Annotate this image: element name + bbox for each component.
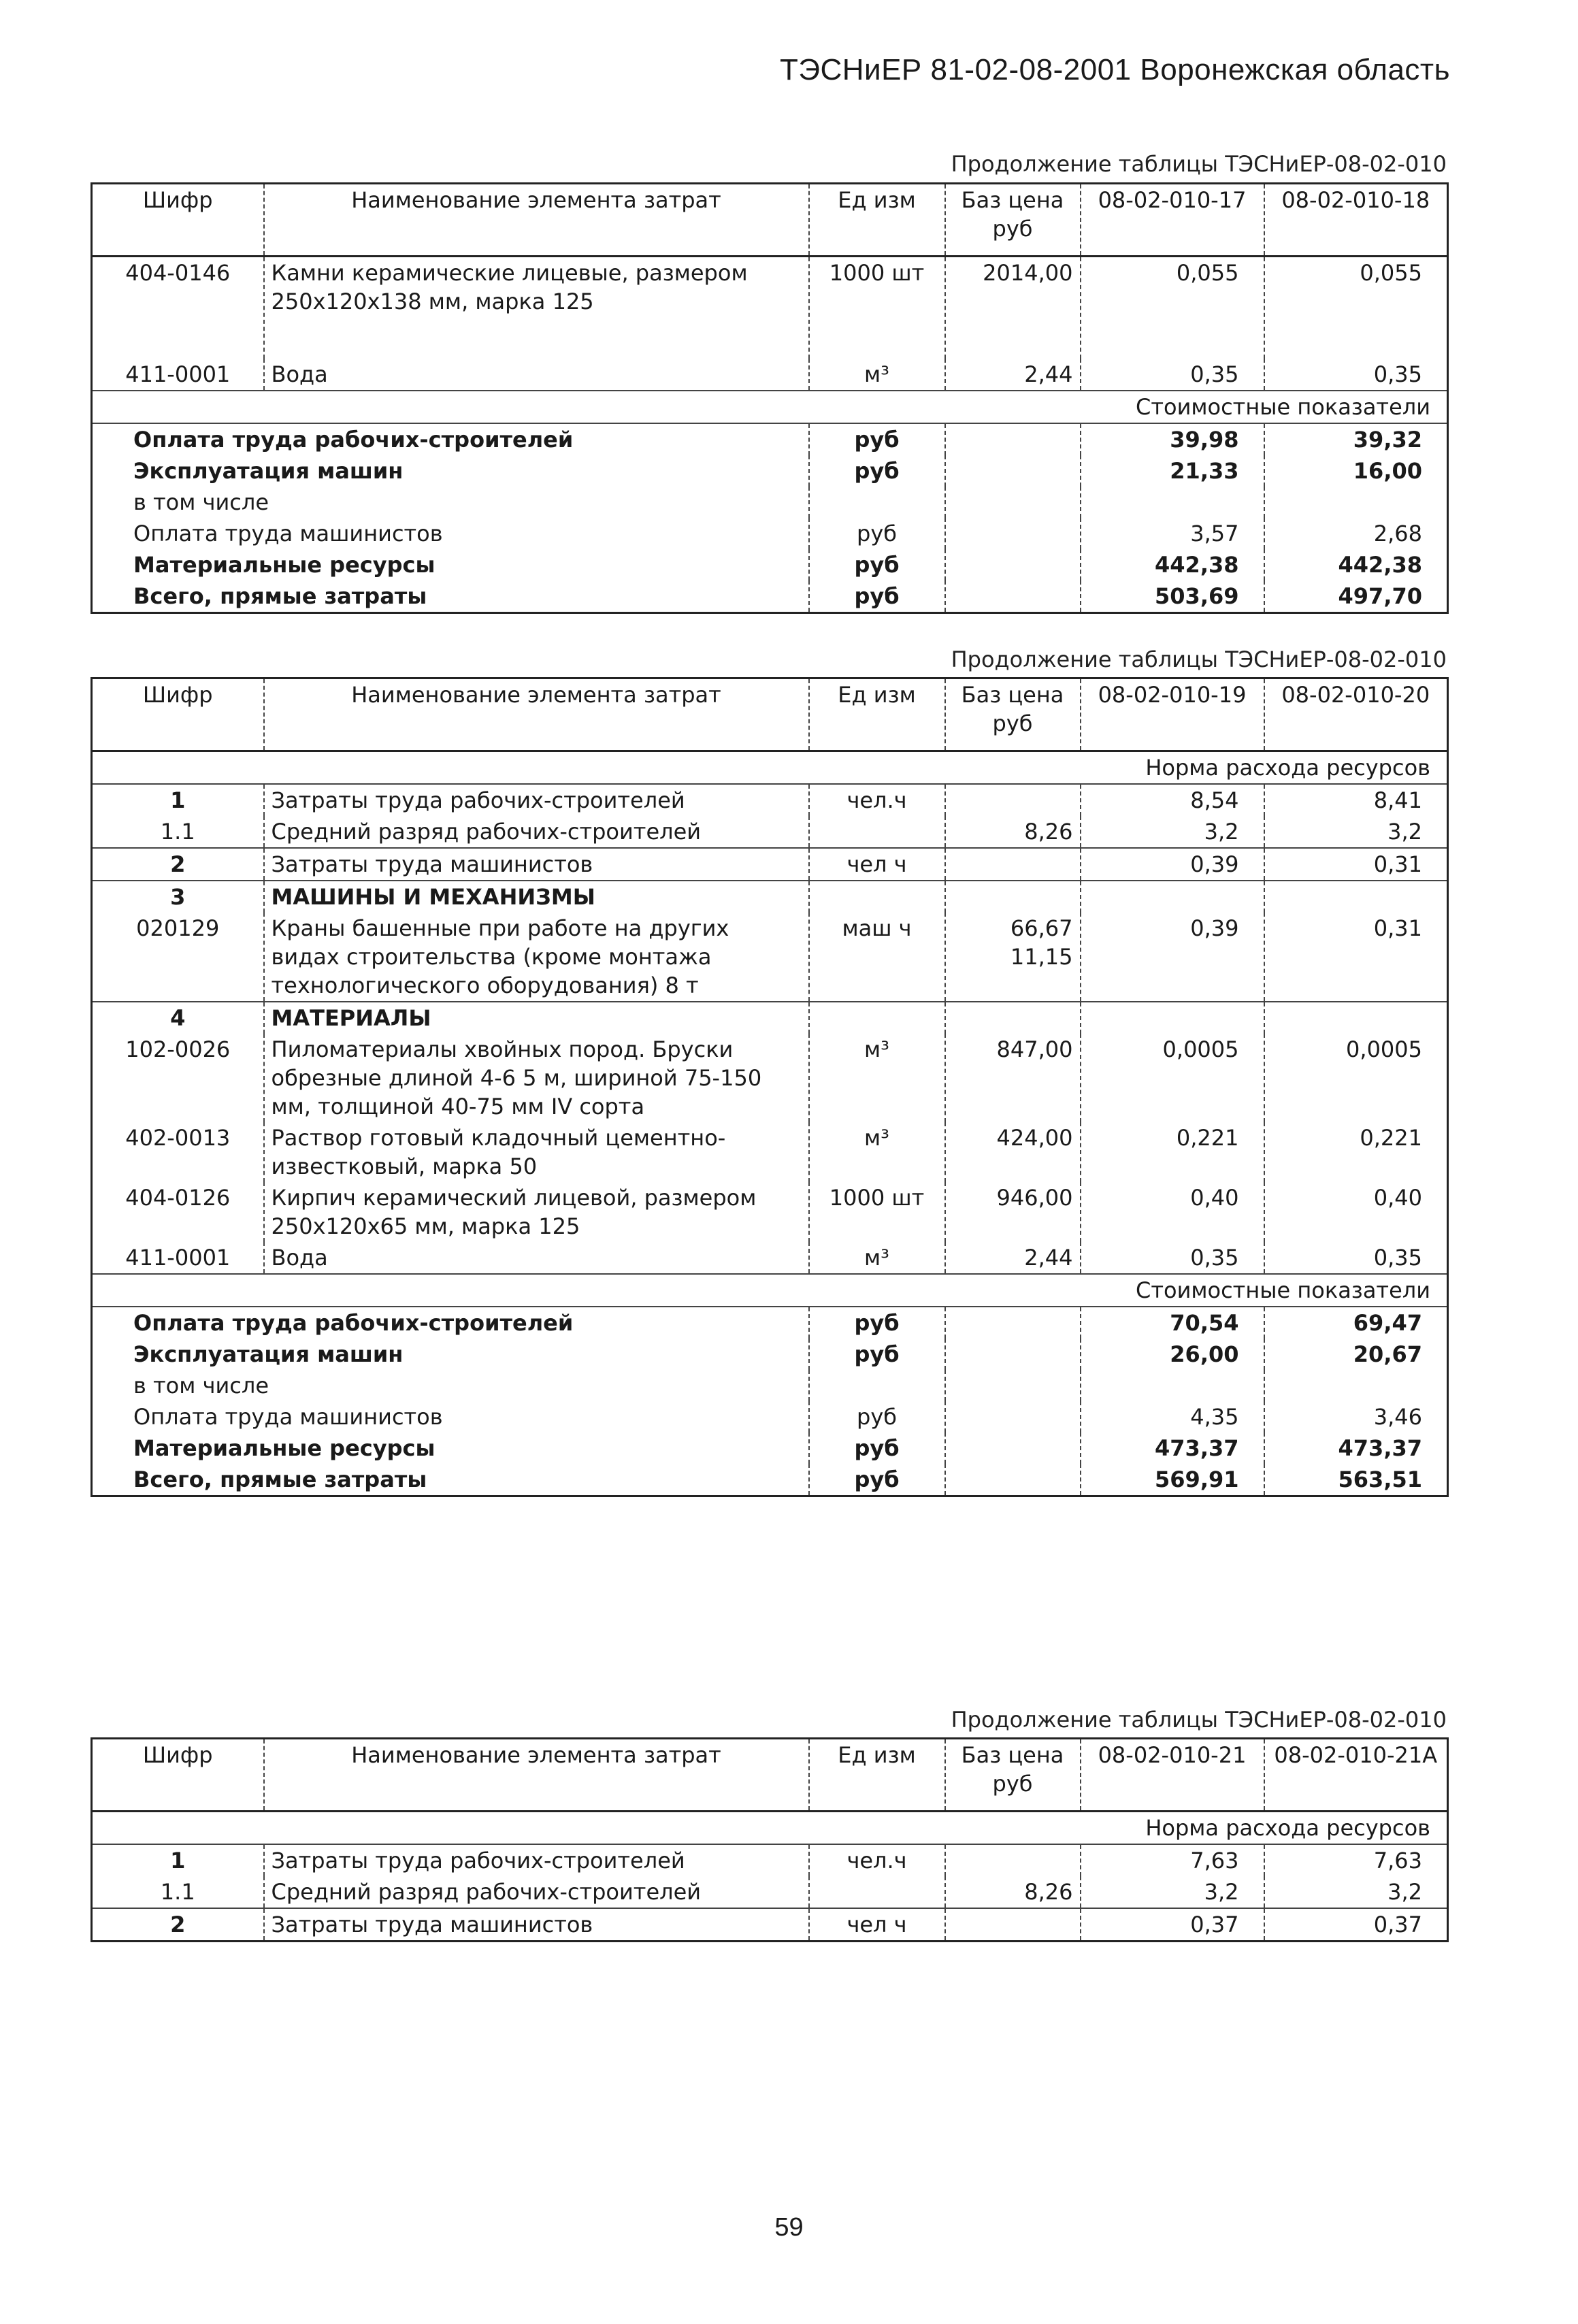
summary-row [92,1370,1448,1401]
col-header-name: Наименование элемента затрат [264,1739,809,1812]
summary-unit: руб [809,1464,945,1496]
cost-section-row [92,1274,1448,1307]
summary-price-blank [945,1307,1081,1339]
row-code: 411-0001 [125,1245,231,1271]
row-code: 2 [92,848,264,881]
col-header-code-a: 08-02-010-19 [1081,678,1264,751]
summary-price-blank [945,1401,1081,1433]
summary-row [92,455,1448,487]
summary-value-b: 497,70 [1264,580,1448,613]
row-name: Затраты труда машинистов [264,848,809,881]
row-value-a: 0,221 [1081,1122,1264,1182]
summary-name: Оплата труда машинистов [133,520,443,546]
table-row [92,1242,1448,1274]
row-value-a: 7,63 [1081,1844,1264,1876]
table-row [92,881,1448,913]
summary-price-blank [945,518,1081,549]
row-code: 402-0013 [125,1125,231,1151]
row-name: Затраты труда рабочих-строителей [264,1844,809,1876]
summary-price-blank [945,423,1081,455]
row-code: 1.1 [160,819,195,845]
summary-value-a: 4,35 [1081,1401,1264,1433]
row-unit [809,1002,945,1034]
row-name: Вода [264,1242,809,1274]
norm-section-row [92,751,1448,785]
table-row [92,913,1448,1002]
document-title: ТЭСНиЕР 81-02-08-2001 Воронежская область [779,53,1450,86]
row-unit [809,816,945,848]
summary-value-b [1264,487,1448,518]
row-unit [809,1876,945,1908]
row-price: 8,26 [945,1876,1081,1908]
summary-value-b: 3,46 [1264,1401,1448,1433]
resource-table-1 [91,182,1449,614]
row-price: 946,00 [945,1182,1081,1242]
summary-value-b: 442,38 [1264,549,1448,580]
page-number: 59 [774,2213,804,2242]
row-value-b: 0,35 [1264,1242,1448,1274]
summary-value-a: 473,37 [1081,1433,1264,1464]
summary-value-b [1264,1370,1448,1401]
summary-price-blank [945,455,1081,487]
row-name: Средний разряд рабочих-строителей [264,1876,809,1908]
row-value-b: 0,40 [1264,1182,1448,1242]
summary-price-blank [945,1339,1081,1370]
row-value-b: 0,35 [1264,359,1448,391]
summary-unit: руб [809,1307,945,1339]
summary-value-a: 569,91 [1081,1464,1264,1496]
row-name: Кирпич керамический лицевой, размером 250х120х65 мм, марка 125 [264,1182,809,1242]
table-row [92,1844,1448,1876]
summary-row [92,1339,1448,1370]
row-value-a: 0,0005 [1081,1034,1264,1122]
row-value-b: 3,2 [1264,1876,1448,1908]
row-price [945,1908,1081,1942]
row-price: 2,44 [945,1242,1081,1274]
summary-row [92,487,1448,518]
row-name: Вода [264,359,809,391]
row-price: 2,44 [945,359,1081,391]
row-unit: м³ [809,1242,945,1274]
row-price: 8,26 [945,816,1081,848]
table-continuation-label: Продолжение таблицы ТЭСНиЕР-08-02-010 [951,1707,1447,1733]
norm-section-label: Норма расхода ресурсов [92,751,1448,785]
row-unit: чел ч [809,848,945,881]
norm-section-label: Норма расхода ресурсов [92,1812,1448,1845]
summary-value-a: 503,69 [1081,580,1264,613]
summary-price-blank [945,580,1081,613]
row-name: МАТЕРИАЛЫ [264,1002,809,1034]
table-row [92,1876,1448,1908]
summary-value-a: 21,33 [1081,455,1264,487]
col-header-name: Наименование элемента затрат [264,678,809,751]
row-unit: чел.ч [809,784,945,816]
summary-price-blank [945,1433,1081,1464]
table-continuation-label: Продолжение таблицы ТЭСНиЕР-08-02-010 [951,151,1447,177]
row-value-b [1264,1002,1448,1034]
col-header-code-b: 08-02-010-21А [1264,1739,1448,1812]
cost-section-row [92,391,1448,423]
table-row [92,257,1448,359]
table-header-row [92,184,1448,257]
cost-section-label: Стоимостные показатели [92,1274,1448,1307]
col-header-name: Наименование элемента затрат [264,184,809,257]
row-name: Краны башенные при работе на других видах строительства (кроме монтажа технологического оборудования) 8 т [264,913,809,1002]
summary-price-blank [945,487,1081,518]
summary-unit: руб [809,455,945,487]
summary-row [92,549,1448,580]
summary-value-b: 16,00 [1264,455,1448,487]
col-header-price: Баз цена руб [945,678,1081,751]
summary-value-a: 26,00 [1081,1339,1264,1370]
row-value-a: 0,39 [1081,848,1264,881]
col-header-unit: Ед изм [809,678,945,751]
table-header-row [92,678,1448,751]
table-row [92,1002,1448,1034]
row-value-a [1081,1002,1264,1034]
row-unit: 1000 шт [809,1182,945,1242]
summary-value-b: 473,37 [1264,1433,1448,1464]
row-code: 1.1 [160,1879,195,1905]
summary-unit: руб [809,518,945,549]
summary-unit: руб [809,1401,945,1433]
summary-value-a: 442,38 [1081,549,1264,580]
row-value-a: 0,40 [1081,1182,1264,1242]
row-value-b: 0,055 [1264,257,1448,359]
row-price [945,1844,1081,1876]
row-value-b: 0,221 [1264,1122,1448,1182]
row-value-a: 0,055 [1081,257,1264,359]
row-name: МАШИНЫ И МЕХАНИЗМЫ [264,881,809,913]
summary-value-a [1081,1370,1264,1401]
row-unit: м³ [809,1122,945,1182]
summary-row [92,518,1448,549]
col-header-code-a: 08-02-010-17 [1081,184,1264,257]
summary-row [92,423,1448,455]
summary-value-b: 20,67 [1264,1339,1448,1370]
summary-value-a [1081,487,1264,518]
summary-unit: руб [809,1433,945,1464]
table-header-row [92,1739,1448,1812]
summary-unit [809,1370,945,1401]
summary-unit [809,487,945,518]
resource-table-3 [91,1737,1449,1942]
summary-name: в том числе [133,1373,269,1398]
row-code: 102-0026 [125,1036,231,1062]
summary-name: Всего, прямые затраты [133,1467,427,1492]
summary-row [92,580,1448,613]
row-code: 2 [92,1908,264,1942]
row-unit: 1000 шт [809,257,945,359]
row-value-a: 0,37 [1081,1908,1264,1942]
summary-value-a: 70,54 [1081,1307,1264,1339]
row-value-a: 3,2 [1081,816,1264,848]
summary-name: Оплата труда рабочих-строителей [133,1310,574,1336]
summary-row [92,1307,1448,1339]
summary-unit: руб [809,580,945,613]
table-row [92,816,1448,848]
table-row [92,1034,1448,1122]
row-value-b: 0,31 [1264,913,1448,1002]
row-code: 404-0146 [125,260,231,286]
row-price: 424,00 [945,1122,1081,1182]
row-code: 3 [92,881,264,913]
summary-unit: руб [809,549,945,580]
row-unit: м³ [809,359,945,391]
col-header-code-b: 08-02-010-18 [1264,184,1448,257]
summary-name: Материальные ресурсы [133,1435,435,1461]
summary-name: в том числе [133,489,269,515]
row-value-b: 0,0005 [1264,1034,1448,1122]
row-value-a: 8,54 [1081,784,1264,816]
summary-row [92,1464,1448,1496]
row-name: Затраты труда рабочих-строителей [264,784,809,816]
col-header-code: Шифр [92,184,264,257]
norm-section-row [92,1812,1448,1845]
summary-value-b: 69,47 [1264,1307,1448,1339]
table-row [92,1908,1448,1942]
row-code: 411-0001 [125,361,231,387]
row-name: Камни керамические лицевые, размером 250х120х138 мм, марка 125 [264,257,809,359]
summary-name: Материальные ресурсы [133,551,435,578]
row-value-a: 0,39 [1081,913,1264,1002]
row-value-b: 0,31 [1264,848,1448,881]
row-price: 2014,00 [945,257,1081,359]
row-code: 1 [170,787,186,813]
row-value-b: 8,41 [1264,784,1448,816]
summary-unit: руб [809,423,945,455]
summary-value-b: 39,32 [1264,423,1448,455]
summary-price-blank [945,1370,1081,1401]
resource-table-2 [91,677,1449,1497]
row-code: 1 [170,1848,186,1873]
row-price [945,1002,1081,1034]
summary-value-b: 563,51 [1264,1464,1448,1496]
row-price: 66,67 11,15 [945,913,1081,1002]
summary-name: Эксплуатация машин [133,1341,404,1367]
summary-name: Эксплуатация машин [133,457,404,484]
row-name: Пиломатериалы хвойных пород. Бруски обрезные длиной 4-6 5 м, шириной 75-150 мм, толщиной 40-75 мм IV сорта [264,1034,809,1122]
col-header-unit: Ед изм [809,1739,945,1812]
summary-value-b: 2,68 [1264,518,1448,549]
table-row [92,1182,1448,1242]
row-unit: маш ч [809,913,945,1002]
col-header-price: Баз цена руб [945,1739,1081,1812]
row-value-b [1264,881,1448,913]
col-header-price: Баз цена руб [945,184,1081,257]
col-header-code-b: 08-02-010-20 [1264,678,1448,751]
summary-unit: руб [809,1339,945,1370]
table-row [92,848,1448,881]
row-value-b: 3,2 [1264,816,1448,848]
summary-value-a: 3,57 [1081,518,1264,549]
summary-row [92,1401,1448,1433]
cost-section-label: Стоимостные показатели [92,391,1448,423]
col-header-code-a: 08-02-010-21 [1081,1739,1264,1812]
row-unit [809,881,945,913]
row-value-a [1081,881,1264,913]
summary-name: Оплата труда рабочих-строителей [133,426,574,453]
row-name: Средний разряд рабочих-строителей [264,816,809,848]
summary-price-blank [945,1464,1081,1496]
row-price [945,881,1081,913]
row-value-b: 0,37 [1264,1908,1448,1942]
summary-value-a: 39,98 [1081,423,1264,455]
row-unit: м³ [809,1034,945,1122]
row-value-b: 7,63 [1264,1844,1448,1876]
table-row [92,359,1448,391]
summary-name: Оплата труда машинистов [133,1404,443,1430]
row-name: Раствор готовый кладочный цементно-известковый, марка 50 [264,1122,809,1182]
row-code: 020129 [136,915,220,941]
row-value-a: 0,35 [1081,1242,1264,1274]
col-header-code: Шифр [92,1739,264,1812]
row-price [945,848,1081,881]
summary-row [92,1433,1448,1464]
row-unit: чел ч [809,1908,945,1942]
row-price: 847,00 [945,1034,1081,1122]
row-value-a: 0,35 [1081,359,1264,391]
table-row [92,784,1448,816]
summary-name: Всего, прямые затраты [133,583,427,609]
row-value-a: 3,2 [1081,1876,1264,1908]
table-row [92,1122,1448,1182]
row-price [945,784,1081,816]
summary-price-blank [945,549,1081,580]
col-header-code: Шифр [92,678,264,751]
col-header-unit: Ед изм [809,184,945,257]
table-continuation-label: Продолжение таблицы ТЭСНиЕР-08-02-010 [951,647,1447,672]
row-code: 4 [92,1002,264,1034]
row-name: Затраты труда машинистов [264,1908,809,1942]
row-code: 404-0126 [125,1185,231,1211]
row-unit: чел.ч [809,1844,945,1876]
